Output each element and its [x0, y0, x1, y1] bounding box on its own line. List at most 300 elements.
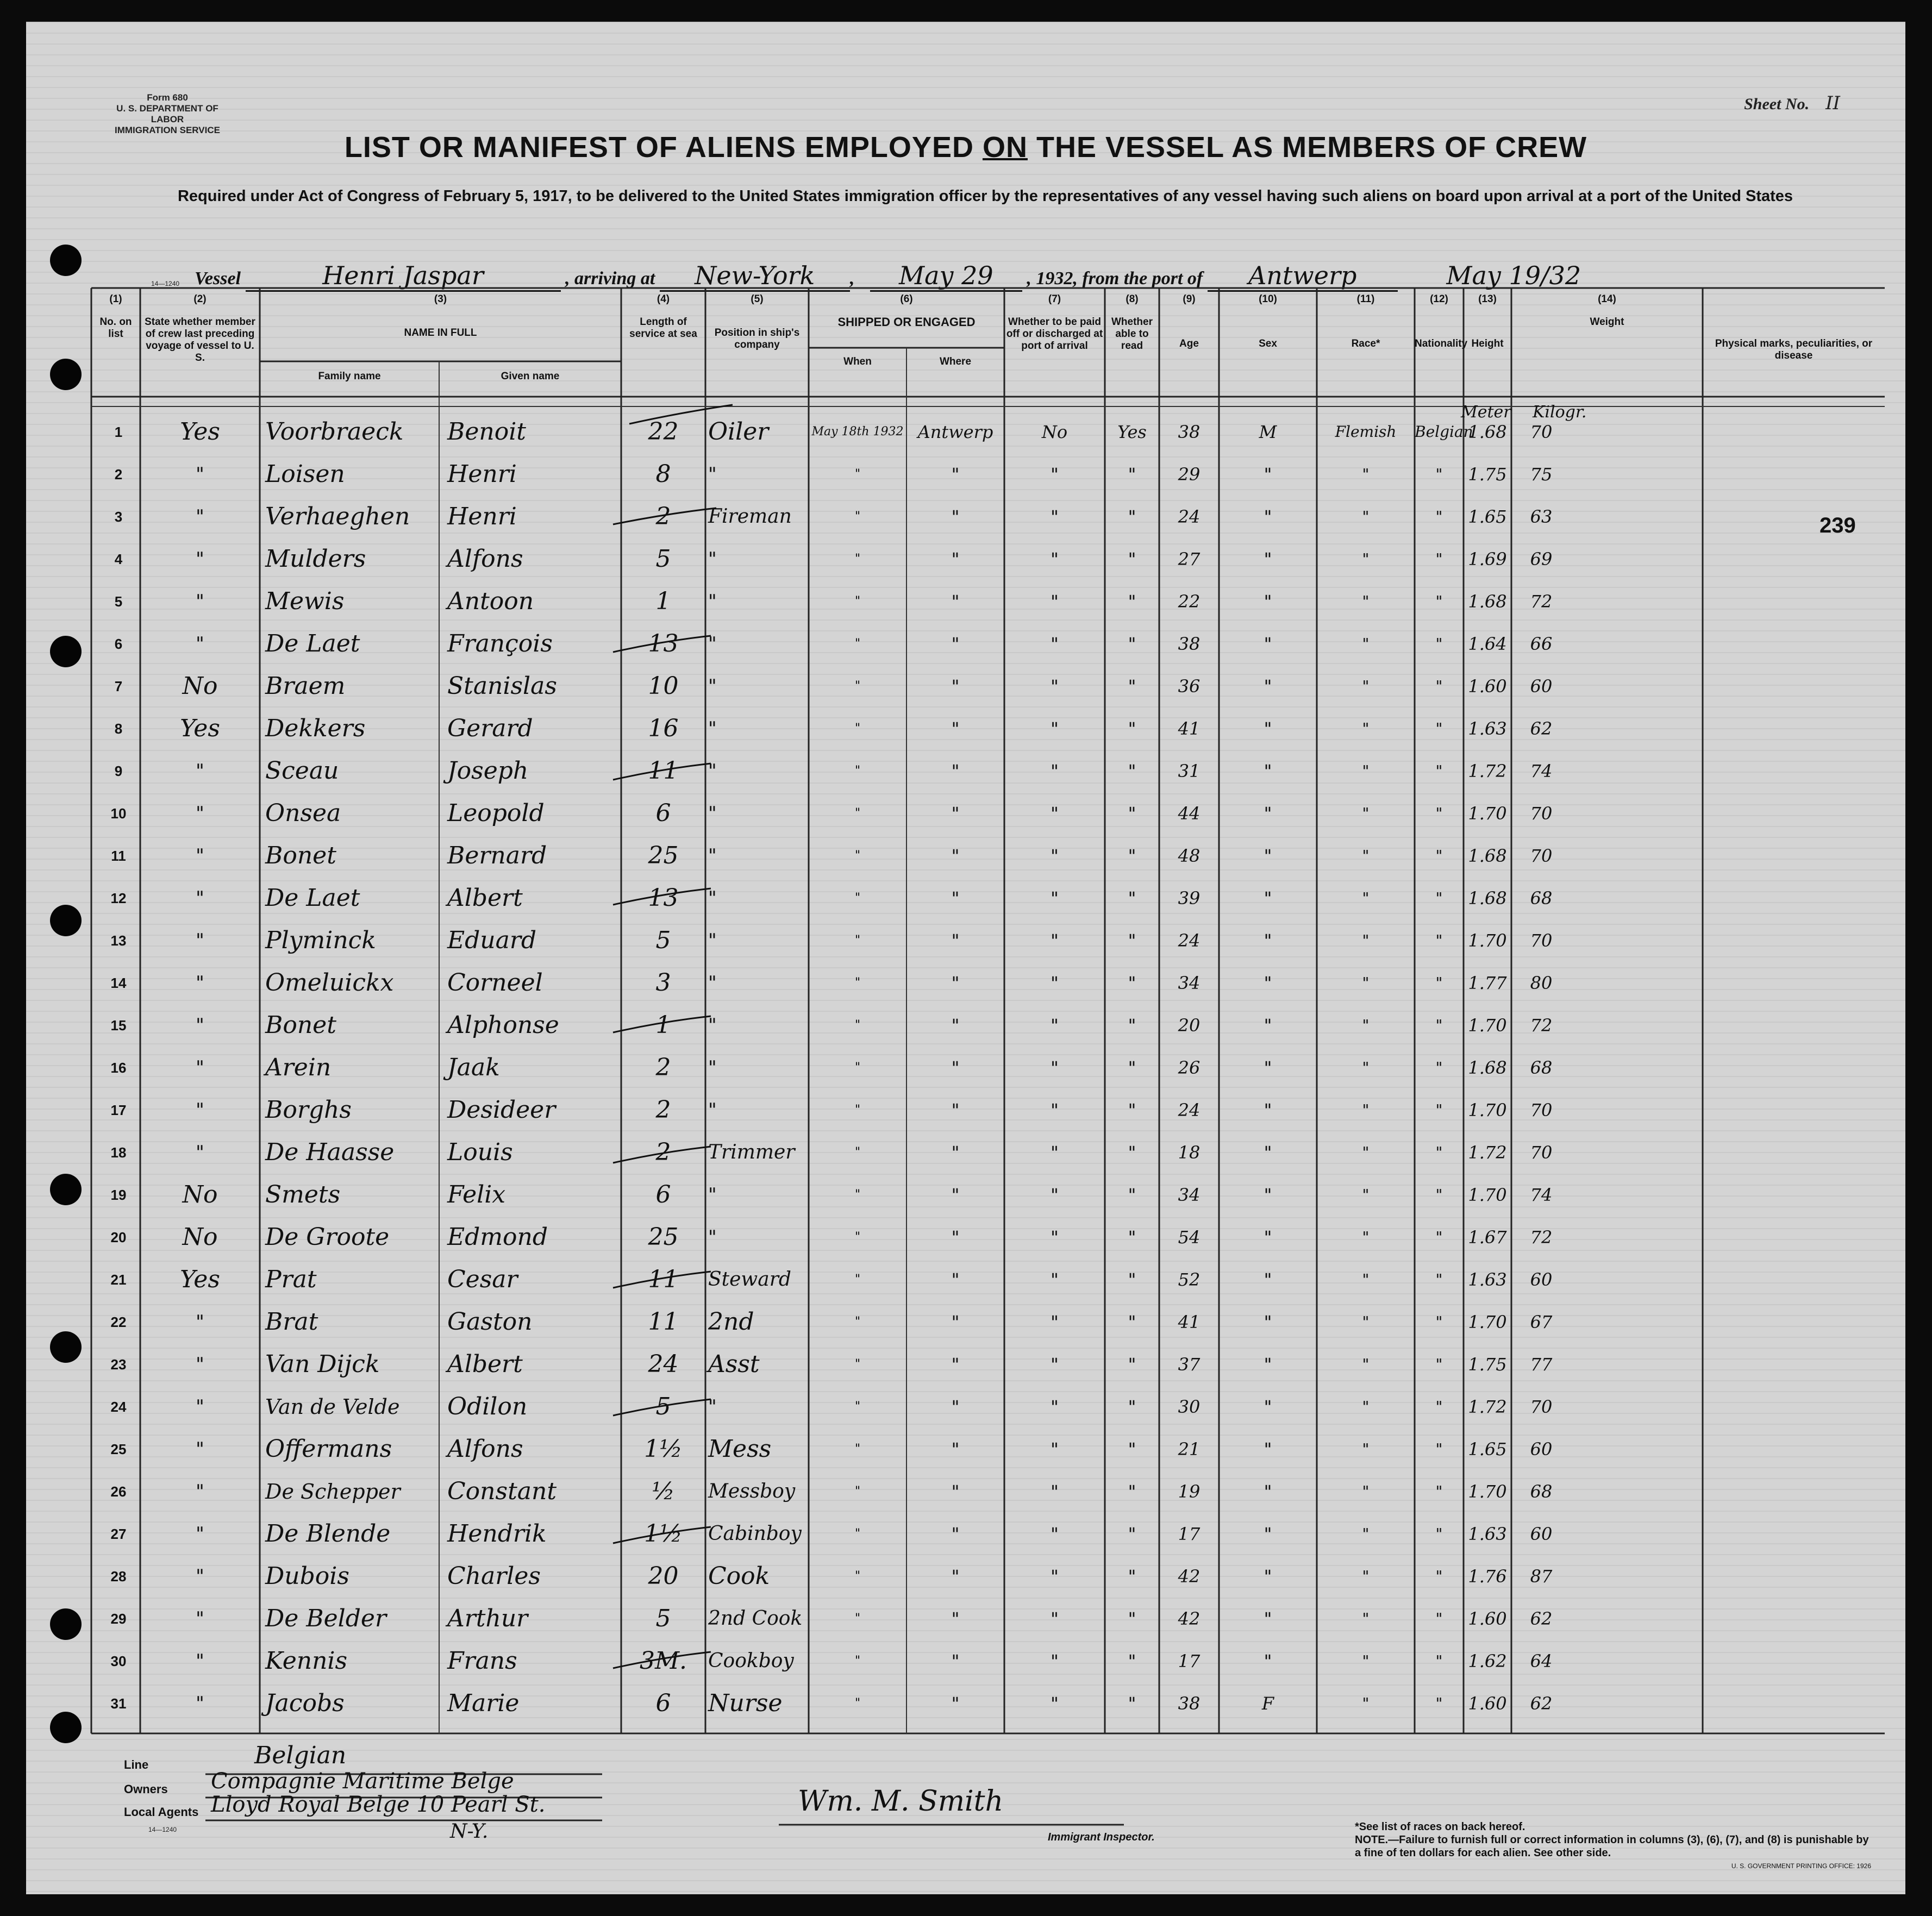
cell-when: " [854, 1230, 861, 1244]
cell-nationality: " [1435, 1186, 1443, 1204]
cell-service: 1½ [644, 1520, 683, 1548]
cell-where: " [951, 1269, 960, 1290]
row-number: 19 [110, 1187, 127, 1203]
cell-service: 1½ [644, 1435, 683, 1463]
cell-paid: " [1051, 1354, 1059, 1375]
cell-race: " [1362, 847, 1370, 865]
cell-family: Braem [265, 672, 346, 700]
owners-value: Compagnie Maritime Belge [211, 1769, 514, 1794]
cell-nationality: " [1435, 1101, 1443, 1119]
cell-nationality: " [1435, 1355, 1443, 1373]
cell-prev: " [196, 930, 204, 951]
cell-sex: " [1264, 1481, 1272, 1502]
cell-race: " [1362, 1270, 1370, 1288]
cell-prev: " [196, 633, 204, 655]
cell-nationality: " [1435, 550, 1443, 568]
cell-nationality: " [1435, 804, 1443, 822]
cell-prev: " [196, 972, 204, 994]
cell-position: " [708, 1184, 717, 1206]
cell-prev: " [196, 1057, 204, 1079]
cell-given: Henri [447, 460, 517, 488]
cell-paid: " [1051, 1651, 1059, 1671]
cell-when: " [854, 891, 861, 905]
cell-sex: " [1264, 1439, 1272, 1460]
cell-weight: 70 [1530, 930, 1553, 951]
cell-sex: " [1264, 676, 1272, 697]
cell-when: " [854, 849, 861, 862]
cell-given: Joseph [447, 757, 529, 785]
cell-paid: " [1051, 676, 1059, 697]
cell-sex: " [1264, 506, 1272, 527]
cell-given: François [447, 630, 553, 658]
cell-weight: 77 [1530, 1354, 1553, 1375]
cell-read: " [1128, 1057, 1136, 1078]
row-number: 10 [110, 805, 127, 822]
cell-race: " [1362, 1525, 1370, 1543]
cell-family: De Laet [265, 884, 360, 912]
cell-race: " [1362, 1059, 1370, 1076]
cell-service: 5 [655, 545, 671, 573]
cell-age: 22 [1178, 591, 1201, 612]
cell-position: " [708, 591, 717, 612]
cell-family: Dekkers [265, 715, 366, 742]
cell-given: Bernard [447, 842, 547, 869]
cell-prev: " [196, 887, 204, 909]
cell-age: 48 [1178, 846, 1201, 866]
cell-sex: " [1264, 1524, 1272, 1544]
cell-family: De Laet [265, 630, 360, 658]
cell-sex: " [1264, 1608, 1272, 1629]
cell-sex: " [1264, 634, 1272, 654]
cell-read: " [1128, 1015, 1136, 1036]
cell-race: " [1362, 804, 1370, 822]
cell-position: " [708, 845, 717, 867]
cell-nationality: " [1435, 1652, 1443, 1670]
cell-when: " [854, 806, 861, 820]
cell-height: 1.72 [1468, 761, 1507, 781]
cell-height: 1.62 [1468, 1651, 1507, 1671]
row-number: 2 [114, 466, 123, 483]
cell-given: Felix [447, 1181, 506, 1209]
cell-position: " [708, 972, 717, 994]
cell-position: Asst [708, 1350, 760, 1378]
cell-sex: " [1264, 1142, 1272, 1163]
cell-weight: 68 [1530, 888, 1553, 909]
row-number: 28 [110, 1568, 127, 1585]
cell-when: " [854, 976, 861, 990]
cell-height: 1.75 [1468, 1354, 1507, 1375]
cell-paid: " [1051, 1312, 1059, 1332]
cell-family: Mulders [265, 545, 366, 573]
cell-nationality: " [1435, 508, 1443, 525]
cell-race: " [1362, 592, 1370, 610]
cell-height: 1.65 [1468, 506, 1507, 527]
row-number: 16 [110, 1060, 127, 1076]
manifest-sheet [26, 22, 1905, 1894]
cell-prev: " [196, 1608, 204, 1630]
cell-sex: " [1264, 1354, 1272, 1375]
cell-family: Arein [265, 1054, 332, 1081]
cell-paid: " [1051, 1566, 1059, 1587]
cell-prev: " [196, 1438, 204, 1460]
row-number: 15 [110, 1017, 127, 1034]
cell-family: Borghs [265, 1096, 352, 1124]
cell-position: Messboy [708, 1480, 796, 1502]
cell-where: " [951, 676, 960, 697]
cell-family: Bonet [265, 842, 336, 869]
cell-position: Mess [708, 1435, 772, 1463]
cell-paid: " [1051, 803, 1059, 824]
cell-where: " [951, 1651, 960, 1671]
cell-sex: " [1264, 973, 1272, 993]
cell-nationality: " [1435, 1270, 1443, 1288]
cell-race: " [1362, 677, 1370, 695]
col-header-7: (7) Whether to be paid off or discharged at port of arrival [1006, 293, 1103, 352]
row-number: 4 [114, 551, 123, 567]
cell-prev: Yes [180, 1266, 220, 1293]
col-header-12: (12) Nationality [1415, 293, 1468, 349]
cell-service: 5 [655, 1605, 671, 1632]
punch-hole [50, 245, 82, 276]
cell-where: " [951, 1312, 960, 1332]
col-header-2: (2) State whether member of crew last preceding voyage of vessel to U. S. [145, 293, 255, 364]
cell-prev: " [196, 1396, 204, 1418]
cell-family: Omeluickx [265, 969, 394, 997]
cell-given: Constant [447, 1477, 557, 1505]
cell-paid: " [1051, 1015, 1059, 1036]
cell-read: " [1128, 1185, 1136, 1205]
cell-sex: " [1264, 1269, 1272, 1290]
cell-prev: " [196, 464, 204, 485]
cell-given: Edmond [447, 1223, 548, 1251]
cell-family: Sceau [265, 757, 339, 785]
cell-prev: " [196, 1015, 204, 1036]
cell-height: 1.70 [1468, 1100, 1507, 1120]
row-number: 8 [114, 721, 123, 737]
cell-age: 37 [1178, 1354, 1201, 1375]
cell-age: 21 [1178, 1439, 1201, 1460]
inspector-label: Immigrant Inspector. [1048, 1831, 1155, 1843]
cell-position: " [708, 1226, 717, 1248]
cell-service: 6 [655, 1689, 671, 1717]
cell-prev: " [196, 1650, 204, 1672]
cell-when: " [854, 1696, 861, 1710]
col-header-11: (11) Race* [1351, 293, 1380, 349]
vessel-line: Vessel Henri Jaspar , arriving at New-York , May 29 , 1932, from the port of Antwerp May 19/32 [195, 261, 1625, 292]
cell-height: 1.63 [1468, 1269, 1507, 1290]
cell-read: " [1128, 591, 1136, 612]
cell-weight: 72 [1530, 1015, 1553, 1036]
cell-read: " [1128, 1142, 1136, 1163]
cell-family: Bonet [265, 1011, 336, 1039]
cell-sex: " [1264, 930, 1272, 951]
footnote: *See list of races on back hereof. NOTE.—Failure to furnish full or correct information in columns (3), (6), (7), and (8) is punishable by a fine of ten dollars for each alien. See other side. U. S. GOVERNMENT PRINTING OFFICE: 1926 [1355, 1821, 1871, 1870]
cell-race: " [1362, 1440, 1370, 1458]
cell-position: " [708, 1015, 717, 1036]
cell-where: " [951, 846, 960, 866]
cell-service: 16 [648, 715, 679, 742]
cell-service: 3 [655, 969, 671, 997]
cell-family: De Schepper [265, 1480, 401, 1504]
cell-read: " [1128, 1354, 1136, 1375]
cell-given: Gaston [447, 1308, 533, 1336]
cell-race: " [1362, 889, 1370, 907]
cell-family: Van Dijck [265, 1350, 380, 1378]
cell-position: " [708, 1396, 717, 1418]
cell-position: " [708, 718, 717, 740]
cell-prev: Yes [180, 418, 220, 446]
cell-when: " [854, 722, 861, 735]
cell-where: " [951, 1566, 960, 1587]
cell-nationality: " [1435, 1398, 1443, 1416]
cell-family: Kennis [265, 1647, 348, 1675]
cell-paid: " [1051, 930, 1059, 951]
cell-where: " [951, 591, 960, 612]
cell-prev: " [196, 1354, 204, 1375]
cell-where: " [951, 803, 960, 824]
cell-paid: No [1041, 422, 1068, 442]
cell-read: " [1128, 930, 1136, 951]
cell-height: 1.68 [1468, 888, 1507, 909]
cell-where: " [951, 634, 960, 654]
col-header-8: (8) Whether able to read [1111, 293, 1153, 352]
cell-race: " [1362, 1143, 1370, 1161]
punch-hole [50, 1331, 82, 1363]
cell-paid: " [1051, 1524, 1059, 1544]
cell-given: Desideer [447, 1096, 556, 1124]
cell-position: " [708, 1057, 717, 1079]
cell-age: 39 [1178, 888, 1201, 909]
height-unit: Meter [1461, 403, 1511, 422]
row-number: 12 [110, 890, 127, 906]
cell-nationality: " [1435, 1610, 1443, 1627]
cell-family: Dubois [265, 1562, 349, 1590]
cell-race: " [1362, 1016, 1370, 1034]
cell-where: " [951, 1481, 960, 1502]
cell-when: " [854, 552, 861, 566]
cell-when: " [854, 467, 861, 481]
col-header-family: Family name [318, 371, 381, 382]
cell-race: " [1362, 635, 1370, 653]
cell-where: " [951, 718, 960, 739]
cell-when: " [854, 1357, 861, 1371]
cell-paid: " [1051, 888, 1059, 909]
cell-paid: " [1051, 1185, 1059, 1205]
cell-service: ½ [652, 1477, 675, 1505]
cell-sex: F [1261, 1693, 1274, 1714]
cell-when: " [854, 1569, 861, 1583]
cell-weight: 75 [1530, 464, 1553, 485]
cell-given: Gerard [447, 715, 533, 742]
cell-paid: " [1051, 973, 1059, 993]
cell-service: 2 [655, 1054, 671, 1081]
cell-sex: " [1264, 1397, 1272, 1417]
cell-race: " [1362, 465, 1370, 483]
cell-service: 25 [648, 1223, 679, 1251]
cell-height: 1.75 [1468, 464, 1507, 485]
cell-when: " [854, 679, 861, 693]
cell-paid: " [1051, 1057, 1059, 1078]
cell-where: " [951, 1057, 960, 1078]
cell-sex: " [1264, 1015, 1272, 1036]
cell-prev: " [196, 1566, 204, 1587]
cell-height: 1.70 [1468, 1312, 1507, 1332]
cell-age: 24 [1178, 1100, 1201, 1120]
cell-given: Albert [447, 884, 523, 912]
cell-position: " [708, 760, 717, 782]
cell-service: 6 [655, 1181, 671, 1209]
cell-where: " [951, 888, 960, 909]
cell-paid: " [1051, 506, 1059, 527]
cell-service: 11 [648, 757, 679, 785]
cell-read: " [1128, 1227, 1136, 1248]
cell-where: " [951, 1693, 960, 1714]
cell-race: " [1362, 1186, 1370, 1204]
cell-read: " [1128, 846, 1136, 866]
col-header-3: (3) NAME IN FULL [404, 293, 477, 339]
cell-position: Cabinboy [708, 1523, 802, 1545]
cell-nationality: " [1435, 847, 1443, 865]
cell-position: " [708, 675, 717, 697]
cell-age: 31 [1178, 761, 1201, 781]
form-header: Form 680 U. S. DEPARTMENT OF LABOR IMMIGRATION SERVICE [115, 92, 220, 135]
cell-when: " [854, 1188, 861, 1201]
row-number: 9 [114, 763, 123, 779]
cell-weight: 67 [1530, 1312, 1553, 1332]
cell-weight: 60 [1530, 676, 1553, 697]
cell-nationality: " [1435, 719, 1443, 737]
print-code: 14—1240 [151, 280, 180, 287]
cell-service: 8 [655, 460, 671, 488]
row-number: 7 [114, 678, 123, 694]
cell-age: 24 [1178, 930, 1201, 951]
cell-paid: " [1051, 1481, 1059, 1502]
cell-service: 2 [655, 1138, 671, 1166]
row-number: 23 [110, 1356, 127, 1373]
cell-when: " [854, 510, 861, 523]
cell-weight: 62 [1530, 1608, 1553, 1629]
punch-hole [50, 905, 82, 936]
cell-race: " [1362, 1652, 1370, 1670]
cell-where: " [951, 761, 960, 781]
inspector-signature: Wm. M. Smith [798, 1785, 1004, 1818]
cell-age: 19 [1178, 1481, 1201, 1502]
cell-service: 24 [648, 1350, 679, 1378]
cell-position: 2nd [708, 1308, 754, 1336]
cell-race: " [1362, 1567, 1370, 1585]
cell-height: 1.77 [1468, 973, 1507, 993]
punch-hole [50, 636, 82, 667]
cell-race: " [1362, 550, 1370, 568]
cell-sex: " [1264, 718, 1272, 739]
cell-read: " [1128, 1651, 1136, 1671]
cell-nationality: " [1435, 635, 1443, 653]
cell-height: 1.63 [1468, 1524, 1507, 1544]
cell-read: " [1128, 506, 1136, 527]
cell-height: 1.70 [1468, 803, 1507, 824]
cell-when: " [854, 1612, 861, 1625]
cell-where: " [951, 1397, 960, 1417]
cell-when: " [854, 1442, 861, 1456]
col-header-13: (13) Height [1471, 293, 1504, 349]
cell-height: 1.63 [1468, 718, 1507, 739]
cell-family: Offermans [265, 1435, 392, 1463]
row-number: 31 [110, 1695, 127, 1712]
cell-where: " [951, 1185, 960, 1205]
cell-where: Antwerp [917, 422, 993, 442]
cell-prev: " [196, 506, 204, 528]
cell-where: " [951, 1100, 960, 1120]
cell-prev: No [182, 672, 218, 700]
cell-given: Corneel [447, 969, 543, 997]
col-header-6: (6) SHIPPED OR ENGAGED [837, 293, 976, 329]
cell-given: Cesar [447, 1266, 518, 1293]
cell-weight: 70 [1530, 1142, 1553, 1163]
cell-read: " [1128, 1397, 1136, 1417]
cell-weight: 70 [1530, 1100, 1553, 1120]
cell-race: " [1362, 931, 1370, 949]
cell-weight: 62 [1530, 718, 1553, 739]
line-label: Line [124, 1758, 149, 1771]
cell-when: " [854, 1103, 861, 1117]
cell-given: Jaak [447, 1054, 500, 1081]
cell-race: " [1362, 719, 1370, 737]
cell-sex: " [1264, 888, 1272, 909]
cell-age: 26 [1178, 1057, 1201, 1078]
cell-service: 22 [648, 418, 679, 446]
cell-height: 1.60 [1468, 1608, 1507, 1629]
cell-paid: " [1051, 634, 1059, 654]
cell-prev: " [196, 1523, 204, 1545]
cell-position: " [708, 633, 717, 655]
cell-sex: " [1264, 1227, 1272, 1248]
cell-weight: 60 [1530, 1269, 1553, 1290]
cell-service: 2 [655, 503, 671, 530]
row-number: 24 [110, 1399, 127, 1415]
cell-height: 1.60 [1468, 1693, 1507, 1714]
cell-read: " [1128, 1608, 1136, 1629]
cell-height: 1.76 [1468, 1566, 1507, 1587]
cell-service: 3M. [639, 1647, 687, 1675]
cell-prev: " [196, 845, 204, 867]
row-number: 13 [110, 932, 127, 949]
cell-position: Fireman [708, 505, 792, 528]
cell-paid: " [1051, 1693, 1059, 1714]
cell-sex: " [1264, 1651, 1272, 1671]
cell-sex: " [1264, 1566, 1272, 1587]
row-number: 3 [114, 509, 123, 525]
cell-nationality: " [1435, 1228, 1443, 1246]
cell-where: " [951, 464, 960, 485]
row-number: 22 [110, 1314, 127, 1330]
cell-given: Alfons [447, 1435, 523, 1463]
cell-service: 1 [655, 1011, 671, 1039]
cell-age: 29 [1178, 464, 1201, 485]
cell-sex: " [1264, 1185, 1272, 1205]
cell-read: " [1128, 761, 1136, 781]
cell-nationality: " [1435, 1482, 1443, 1500]
cell-weight: 70 [1530, 846, 1553, 866]
cell-paid: " [1051, 846, 1059, 866]
cell-given: Antoon [447, 587, 534, 615]
cell-service: 5 [655, 926, 671, 954]
cell-sex: " [1264, 761, 1272, 781]
cell-weight: 63 [1530, 506, 1553, 527]
cell-paid: " [1051, 1608, 1059, 1629]
agents-label: Local Agents [124, 1805, 199, 1819]
cell-family: Brat [265, 1308, 318, 1336]
cell-where: " [951, 1439, 960, 1460]
